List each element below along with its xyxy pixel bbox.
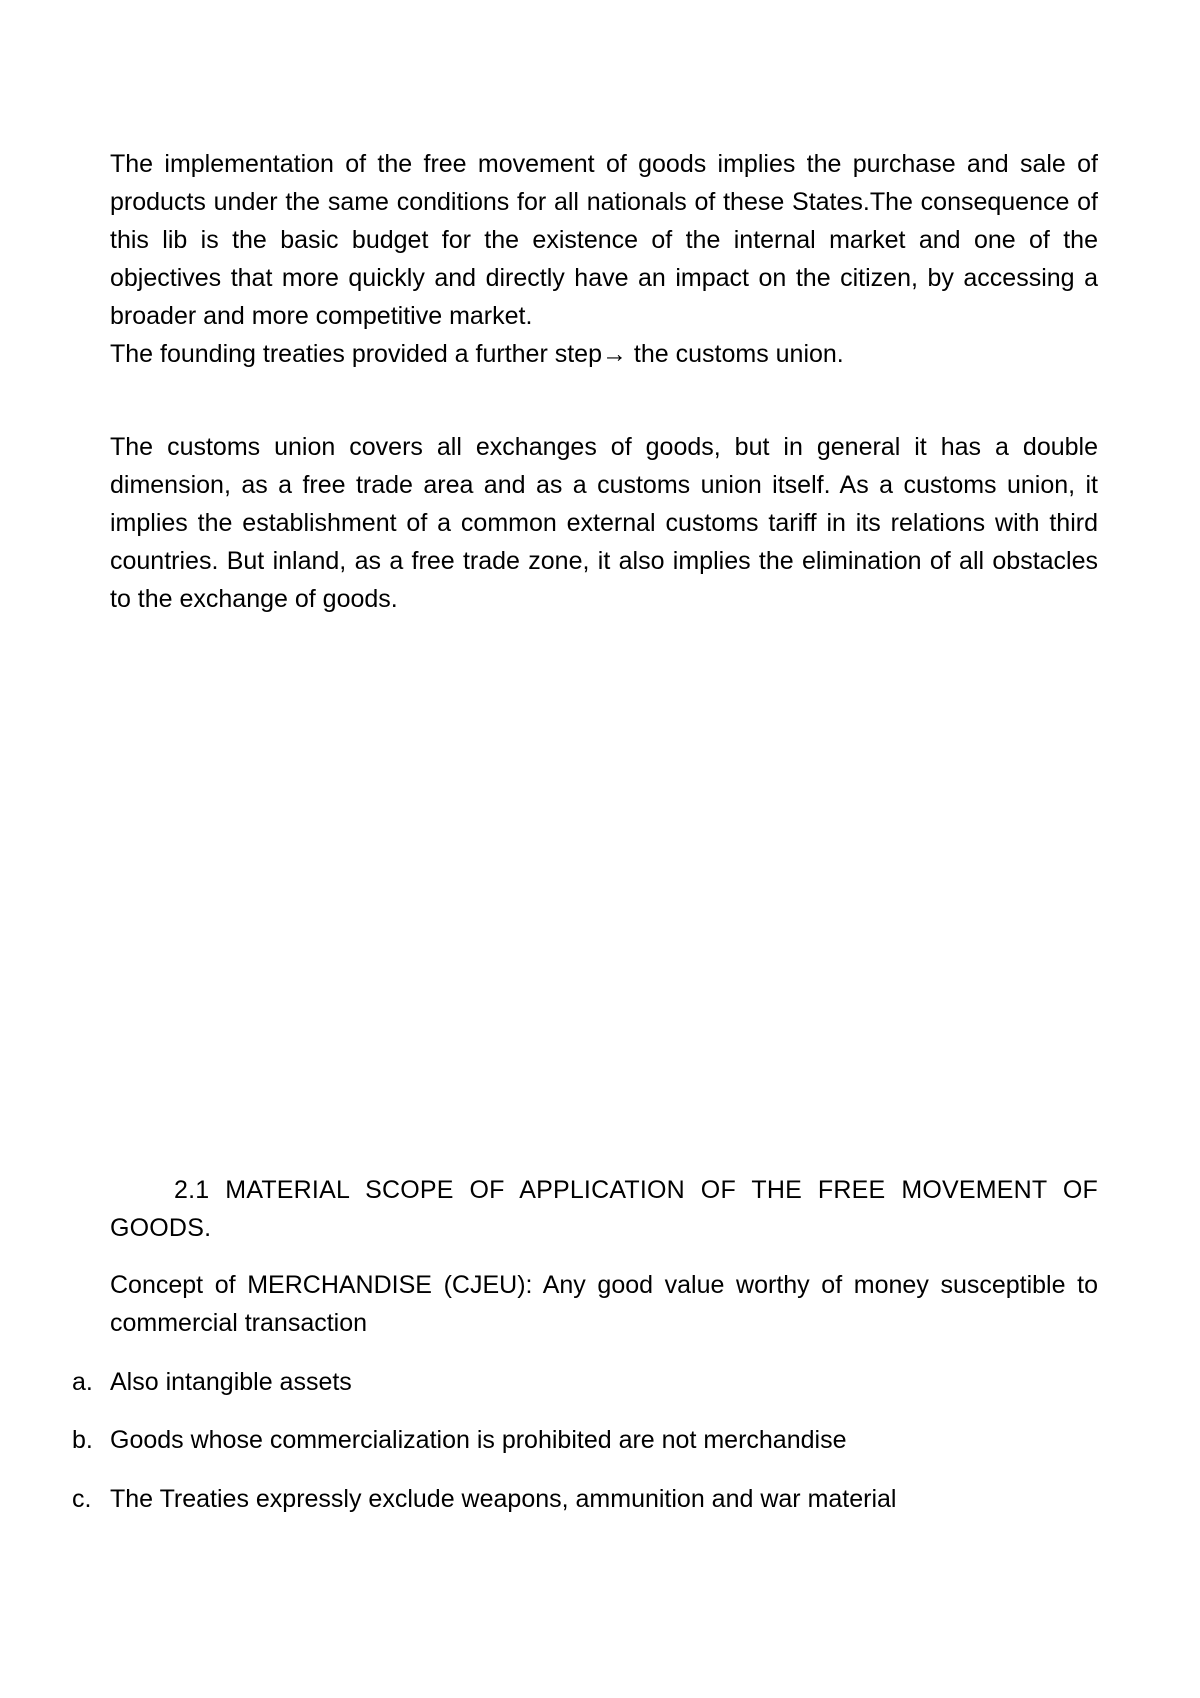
list-marker: c. (72, 1485, 92, 1513)
list-item-text: Also intangible assets (110, 1368, 352, 1396)
customs-union-text: the customs union. (626, 340, 844, 368)
section-heading: 2.1 MATERIAL SCOPE OF APPLICATION OF THE FREE MOVEMENT OF GOODS. (110, 1176, 1098, 1242)
customs-union-paragraph: The customs union covers all exchanges of goods, but in general it has a double dimension, as a free trade area and as a customs union itself. As a customs union, it implies the establishment of a common external customs tariff in its relations with third countries. But inland, as a free trade zone, it also implies the elimination of all obstacles to the exchange of goods. (110, 433, 1098, 613)
list-marker: b. (72, 1426, 93, 1454)
founding-treaties-text: The founding treaties provided a further step (110, 340, 602, 368)
list-item-text: Goods whose commercialization is prohibited are not merchandise (110, 1426, 847, 1454)
intro-block (110, 145, 1098, 373)
founding-treaties-line (110, 335, 1098, 373)
intro-paragraph: The implementation of the free movement of goods implies the purchase and sale of products under the same conditions for all nationals of these States.The consequence of this lib is the basic budget for the existence of the internal market and one of the objectives that more quickly and directly have an impact on the citizen, by accessing a broader and more competitive market. (110, 150, 1098, 330)
arrow-icon: → (601, 340, 627, 368)
list-item-text: The Treaties expressly exclude weapons, ammunition and war material (110, 1485, 897, 1513)
list-marker: a. (72, 1368, 93, 1396)
merchandise-concept-paragraph: Concept of MERCHANDISE (CJEU): Any good value worthy of money susceptible to commercial transaction (110, 1271, 1098, 1337)
